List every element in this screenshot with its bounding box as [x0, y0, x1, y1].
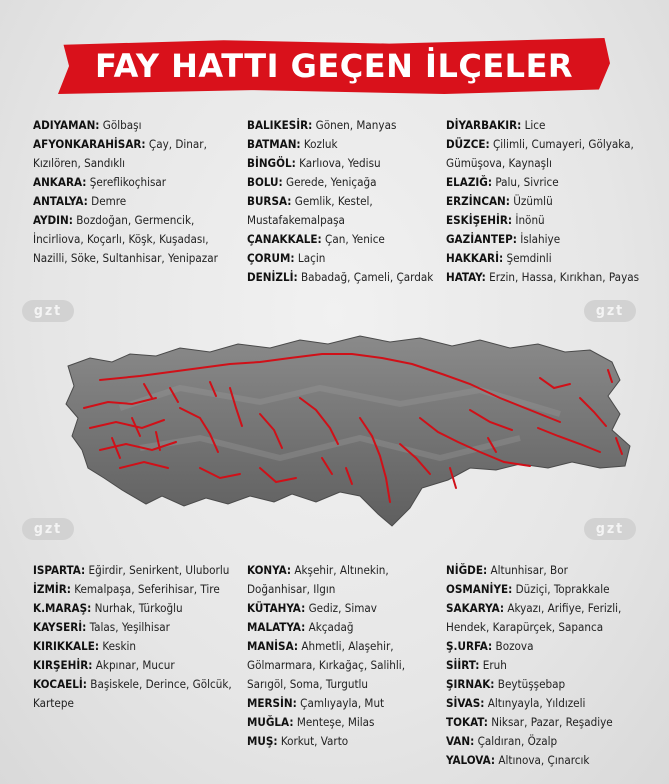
province-entry: [33, 135, 238, 173]
district-list: Gölbaşı: [102, 118, 142, 132]
province-name: MUĞLA:: [247, 715, 294, 729]
district-list: Lice: [524, 118, 546, 132]
province-name: ÇORUM:: [247, 251, 295, 265]
province-name: ESKİŞEHİR:: [446, 213, 513, 227]
district-list: Şereflikoçhisar: [89, 175, 167, 189]
province-entry: [247, 618, 442, 637]
province-entry: [446, 173, 656, 192]
province-name: KÜTAHYA:: [247, 601, 306, 615]
district-list: Düziçi, Toprakkale: [515, 582, 610, 596]
province-entry: [247, 154, 442, 173]
district-list: Babadağ, Çameli, Çardak: [300, 270, 434, 284]
province-entry: [33, 675, 238, 713]
province-name: BALIKESİR:: [247, 118, 313, 132]
province-name: HAKKARİ:: [446, 251, 504, 265]
district-list: Palu, Sivrice: [495, 175, 559, 189]
province-entry: [247, 230, 442, 249]
province-entry: [33, 192, 238, 211]
province-name: MERSİN:: [247, 696, 297, 710]
province-name: YALOVA:: [446, 753, 496, 767]
province-entry: [247, 732, 442, 751]
province-entry: [446, 211, 656, 230]
province-entry: [33, 637, 238, 656]
district-list: Bozdoğan, Germencik, İncirliova, Koçarlı, Köşk, Kuşadası, Nazilli, Söke, Sultanhisar, Yenipazar: [33, 213, 218, 265]
province-name: ŞIRNAK:: [446, 677, 495, 691]
province-entry: [446, 751, 656, 770]
province-entry: [247, 192, 442, 230]
district-list: Altınyayla, Yıldızeli: [487, 696, 586, 710]
province-entry: [33, 211, 238, 268]
province-entry: [247, 694, 442, 713]
province-name: OSMANİYE:: [446, 582, 513, 596]
district-list: Keskin: [102, 639, 137, 653]
province-entry: [33, 116, 238, 135]
district-list: Erzin, Hassa, Kırıkhan, Payas: [489, 270, 640, 284]
district-list: Gediz, Simav: [308, 601, 377, 615]
district-list: Akşehir, Altınekin, Doğanhisar, Ilgın: [247, 563, 389, 596]
province-name: MUŞ:: [247, 734, 278, 748]
watermark-logo: gzt: [22, 518, 74, 540]
district-list: Bozova: [495, 639, 534, 653]
province-entry: [446, 694, 656, 713]
district-list: Nurhak, Türkoğlu: [94, 601, 183, 615]
district-list: Gönen, Manyas: [315, 118, 397, 132]
province-entry: [33, 656, 238, 675]
top-column-1: [33, 116, 238, 268]
bottom-column-1: [33, 561, 238, 713]
district-list: Karlıova, Yedisu: [299, 156, 381, 170]
province-entry: [247, 116, 442, 135]
district-list: Üzümlü: [513, 194, 553, 208]
province-name: VAN:: [446, 734, 475, 748]
district-list: Demre: [91, 194, 127, 208]
top-column-2: [247, 116, 442, 287]
province-entry: [446, 116, 656, 135]
province-name: ÇANAKKALE:: [247, 232, 322, 246]
district-list: Çaldıran, Özalp: [477, 734, 558, 748]
province-name: GAZİANTEP:: [446, 232, 517, 246]
province-entry: [446, 675, 656, 694]
province-entry: [247, 173, 442, 192]
province-name: KAYSERİ:: [33, 620, 87, 634]
province-name: BİNGÖL:: [247, 156, 296, 170]
province-name: KIRIKKALE:: [33, 639, 100, 653]
province-entry: [33, 618, 238, 637]
province-name: ANKARA:: [33, 175, 87, 189]
province-name: ANTALYA:: [33, 194, 88, 208]
district-list: Eğirdir, Senirkent, Uluborlu: [88, 563, 230, 577]
province-name: SİVAS:: [446, 696, 485, 710]
province-entry: [33, 580, 238, 599]
province-entry: [446, 637, 656, 656]
province-entry: [446, 561, 656, 580]
province-entry: [247, 561, 442, 599]
province-name: BURSA:: [247, 194, 292, 208]
top-column-3: [446, 116, 656, 287]
province-name: MALATYA:: [247, 620, 306, 634]
district-list: Ahmetli, Alaşehir, Gölmarmara, Kırkağaç, Salihli, Sarıgöl, Soma, Turgutlu: [247, 639, 406, 691]
province-name: SAKARYA:: [446, 601, 505, 615]
district-list: Menteşe, Milas: [296, 715, 375, 729]
turkey-fault-map: [60, 318, 640, 540]
district-list: Altınova, Çınarcık: [498, 753, 590, 767]
province-name: NİĞDE:: [446, 563, 488, 577]
province-entry: [247, 713, 442, 732]
province-name: HATAY:: [446, 270, 486, 284]
province-entry: [446, 249, 656, 268]
province-entry: [247, 599, 442, 618]
district-list: Başiskele, Derince, Gölcük, Kartepe: [33, 677, 232, 710]
title-banner: [58, 38, 610, 94]
province-entry: [33, 599, 238, 618]
district-list: İnönü: [515, 213, 545, 227]
province-name: AYDIN:: [33, 213, 73, 227]
province-name: ISPARTA:: [33, 563, 86, 577]
bottom-column-2: [247, 561, 442, 751]
district-list: Çay, Dinar, Kızılören, Sandıklı: [33, 137, 207, 170]
district-list: Niksar, Pazar, Reşadiye: [491, 715, 613, 729]
province-name: TOKAT:: [446, 715, 488, 729]
province-entry: [247, 249, 442, 268]
district-list: Talas, Yeşilhisar: [89, 620, 170, 634]
district-list: Akpınar, Mucur: [95, 658, 175, 672]
province-name: ADIYAMAN:: [33, 118, 100, 132]
province-name: BOLU:: [247, 175, 283, 189]
province-name: KOCAELİ:: [33, 677, 87, 691]
province-entry: [446, 599, 656, 637]
province-name: İZMİR:: [33, 582, 71, 596]
province-entry: [33, 561, 238, 580]
province-entry: [446, 580, 656, 599]
province-name: BATMAN:: [247, 137, 301, 151]
watermark-logo: gzt: [22, 300, 74, 322]
province-entry: [446, 732, 656, 751]
province-entry: [446, 230, 656, 249]
page-title: FAY HATTI GEÇEN İLÇELER: [94, 47, 574, 85]
district-list: Eruh: [482, 658, 507, 672]
province-name: KONYA:: [247, 563, 292, 577]
province-name: SİİRT:: [446, 658, 480, 672]
province-name: Ş.URFA:: [446, 639, 493, 653]
province-entry: [446, 268, 656, 287]
province-entry: [247, 135, 442, 154]
district-list: Korkut, Varto: [280, 734, 349, 748]
district-list: Şemdinli: [506, 251, 552, 265]
province-entry: [446, 713, 656, 732]
province-name: KIRŞEHİR:: [33, 658, 93, 672]
watermark-logo: gzt: [584, 300, 636, 322]
province-name: AFYONKARAHİSAR:: [33, 137, 146, 151]
district-list: Gerede, Yeniçağa: [286, 175, 377, 189]
district-list: Akyazı, Arifiye, Ferizli, Hendek, Karapürçek, Sapanca: [446, 601, 622, 634]
district-list: Laçin: [297, 251, 326, 265]
province-entry: [247, 637, 442, 694]
province-entry: [247, 268, 442, 287]
province-name: K.MARAŞ:: [33, 601, 92, 615]
district-list: Çamlıyayla, Mut: [300, 696, 385, 710]
district-list: Gemlik, Kestel, Mustafakemalpaşa: [247, 194, 373, 227]
district-list: Çilimli, Cumayeri, Gölyaka, Gümüşova, Kaynaşlı: [446, 137, 634, 170]
district-list: Kemalpaşa, Seferihisar, Tire: [74, 582, 220, 596]
district-list: Beytüşşebap: [497, 677, 566, 691]
bottom-column-3: [446, 561, 656, 770]
province-entry: [446, 656, 656, 675]
district-list: Kozluk: [303, 137, 338, 151]
province-name: DENİZLİ:: [247, 270, 298, 284]
district-list: Altunhisar, Bor: [490, 563, 568, 577]
province-entry: [33, 173, 238, 192]
watermark-logo: gzt: [584, 518, 636, 540]
province-name: ELAZIĞ:: [446, 175, 493, 189]
province-name: MANİSA:: [247, 639, 299, 653]
province-name: DİYARBAKIR:: [446, 118, 522, 132]
district-list: Çan, Yenice: [325, 232, 385, 246]
province-name: DÜZCE:: [446, 137, 490, 151]
district-list: İslahiye: [520, 232, 561, 246]
province-name: ERZİNCAN:: [446, 194, 510, 208]
province-entry: [446, 135, 656, 173]
district-list: Akçadağ: [308, 620, 354, 634]
province-entry: [446, 192, 656, 211]
